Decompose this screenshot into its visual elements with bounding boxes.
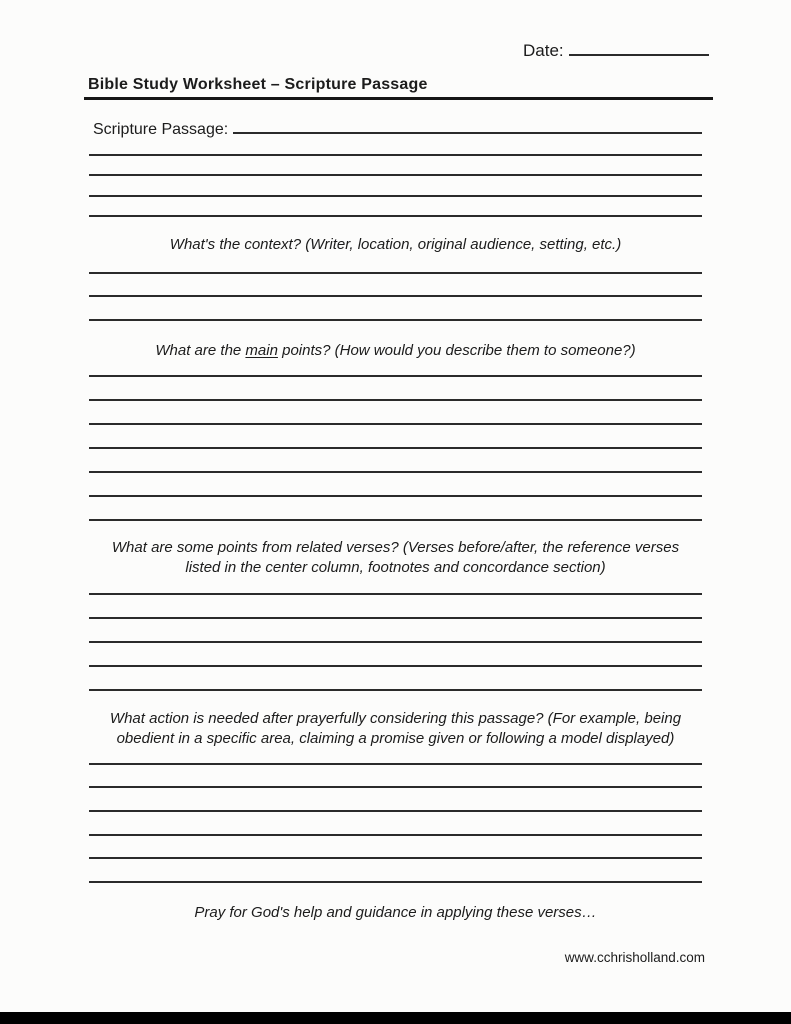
scan-artifact-bar (0, 1012, 791, 1024)
answer-area-related-verses (89, 571, 702, 691)
question-text-line: What are some points from related verses? (Verses before/after, the reference verses (111, 539, 680, 556)
ruled-answer-line (89, 377, 702, 401)
ruled-answer-line (89, 274, 702, 298)
answer-area-main-points (89, 353, 702, 521)
question-text-line: What are the main points? (How would you describe them to someone?) (155, 342, 636, 359)
ruled-answer-line (89, 812, 702, 836)
ruled-answer-line (89, 449, 702, 473)
ruled-answer-line (89, 595, 702, 619)
ruled-answer-line (89, 353, 702, 377)
underlined-word: main (245, 342, 278, 359)
ruled-answer-line (89, 836, 702, 860)
question-text-line: What's the context? (Writer, location, original audience, setting, etc.) (169, 236, 622, 253)
ruled-answer-line (89, 425, 702, 449)
question-text-line: What action is needed after prayerfully considering this passage? (For example, being (109, 710, 682, 727)
question-text-line: obedient in a specific area, claiming a promise given or following a model displayed) (116, 729, 675, 747)
ruled-answer-line (89, 667, 702, 691)
answer-area-context (89, 250, 702, 321)
ruled-answer-line (89, 156, 702, 177)
website-url: www.cchrisholland.com (564, 950, 705, 965)
ruled-answer-line (89, 497, 702, 521)
date-label: Date: (523, 41, 564, 60)
ruled-answer-line (89, 571, 702, 595)
scripture-passage-label: Scripture Passage: (93, 121, 229, 138)
page-title: Bible Study Worksheet – Scripture Passage (84, 76, 713, 100)
ruled-answer-line (89, 250, 702, 274)
ruled-answer-line (89, 401, 702, 425)
ruled-answer-line (89, 176, 702, 197)
question-text-line: listed in the center column, footnotes and concordance section) (185, 558, 606, 576)
ruled-answer-line (89, 859, 702, 883)
date-field (523, 40, 709, 61)
ruled-answer-line (89, 741, 702, 765)
answer-area-action (89, 741, 702, 883)
date-blank-line (569, 40, 709, 56)
ruled-answer-line (89, 765, 702, 789)
ruled-answer-line (89, 297, 702, 321)
scripture-passage-blank-line (233, 119, 702, 134)
answer-area-scripture-passage (89, 135, 702, 217)
ruled-answer-line (89, 473, 702, 497)
ruled-answer-line (89, 619, 702, 643)
ruled-answer-line (89, 135, 702, 156)
ruled-answer-line (89, 197, 702, 218)
ruled-answer-line (89, 788, 702, 812)
ruled-answer-line (89, 643, 702, 667)
closing-exhortation: Pray for God's help and guidance in applying these verses… (194, 904, 597, 921)
